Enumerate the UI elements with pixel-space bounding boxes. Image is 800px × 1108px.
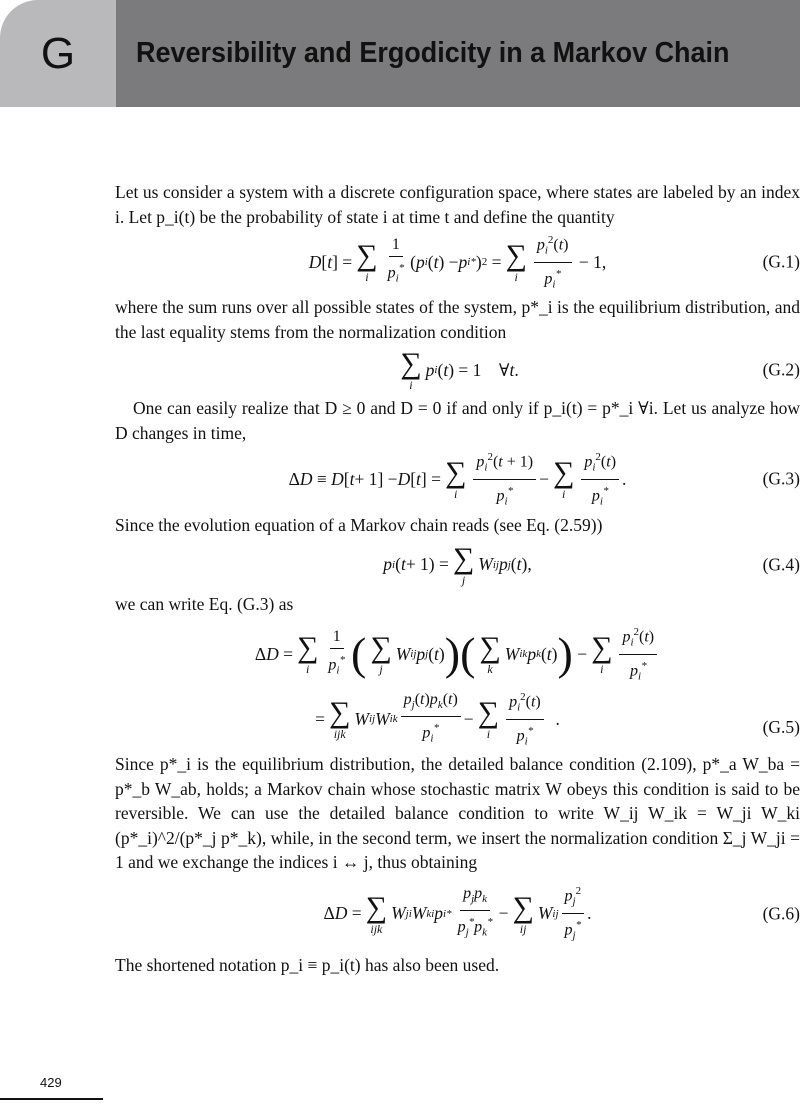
paragraph-7-text: The shortened notation p_i ≡ p_i(t) has also been used. <box>115 954 500 975</box>
equation-g3: Δ D ≡ D [ t + 1] − D [ t ] = ∑ i $\frac{p_i^2(t + 1)}{p_i^*}$ − ∑ i $\frac{p_i^2(t)}{p_i^*}$ . (G.3) <box>115 445 800 513</box>
page-number: 429 <box>40 1075 62 1090</box>
equation-g4: p i ( t + 1) = ∑ j W ij p j ( t ), (G.4) <box>383 541 800 587</box>
paragraph-5-text: we can write Eq. (G.3) as <box>115 593 294 614</box>
paragraph-6 <box>115 752 800 875</box>
paragraph-4 <box>115 513 800 538</box>
equation-g2: ∑ i p i ( t ) = 1 ∀ t . (G.2) <box>400 347 800 392</box>
title-bar <box>116 0 800 107</box>
paragraph-2 <box>115 295 800 344</box>
paragraph-7 <box>115 953 800 978</box>
equation-g1: D [ t ] = ∑ i $\frac{1}{p_i^*}$ ( p i ( t ) − p i * ) 2 = ∑ i $\frac{p_i^2(t)}{p_i^*}$ − 1, (G.1) <box>115 229 800 295</box>
appendix-letter-tab <box>0 0 116 107</box>
paragraph-2-text: where the sum runs over all possible states of the system, p*_i is the equilibrium distribution, and the last equality stems from the normalization condition <box>115 297 800 342</box>
equation-g6: Δ D = ∑ ijk W ji W ki p i * $\frac{p_jp_k}{p_j^*p_k^*}$ − ∑ ij W ij $\frac{p_j^2}{p_j^*}$ . (G.6) <box>115 875 800 953</box>
equation-label: (G.6) <box>762 903 800 923</box>
equation-label: (G.1) <box>762 251 800 272</box>
chapter-title: Reversibility and Ergodicity in a Markov Chain <box>136 37 730 69</box>
paragraph-3-text: One can easily realize that D ≥ 0 and D = 0 if and only if p_i(t) = p*_i ∀i. Let us analyze how D changes in time, <box>115 398 800 443</box>
paragraph-4-text: Since the evolution equation of a Markov chain reads (see Eq. (2.59)) <box>115 515 603 535</box>
equation-label: (G.4) <box>762 554 800 574</box>
equation-label: (G.3) <box>762 468 800 489</box>
chapter-header <box>0 0 800 107</box>
appendix-letter: G <box>40 28 76 78</box>
equation-g5: Δ D = ∑ i $\frac{1}{p_i^*}$ ( ∑ j W ij p j ( t ) )( ∑ k W ik p k ( t ) ) − ∑ i $\frac{p_i^2(t)}{p_i^*}$ = ∑ ijk W ij W ik $\frac{p_j(t)p_k(t)}{p_i^*}$ − ∑ i $\frac{p_i^2(t)}{p_i^*}$ . (G.5) <box>115 616 800 752</box>
paragraph-1-text: Let us consider a system with a discrete configuration space, where states are labeled by an index i. Let p_i(t) be the probability of state i at time t and define the quantity <box>115 182 800 227</box>
paragraph-5 <box>115 592 800 617</box>
equation-label: (G.5) <box>762 717 800 737</box>
paragraph-6-text: Since p*_i is the equilibrium distribution, the detailed balance condition (2.109), p*_a W_ba = p*_b W_ab, holds; a Markov chain whose stochastic matrix W obeys this condition is said to be reversible. We can use the detailed balance condition to write W_ij W_ik = W_ji W_ki (p*_i)^2/(p*_j p*_k), while, in the second term, we insert the normalization condition Σ_j W_ji = 1 and we exchange the indices i ↔ j, thus obtaining <box>115 754 800 872</box>
paragraph-1 <box>115 180 800 229</box>
page-body <box>115 180 800 977</box>
equation-label: (G.2) <box>762 359 800 380</box>
paragraph-3 <box>115 396 800 445</box>
footer-rule <box>0 1098 103 1100</box>
